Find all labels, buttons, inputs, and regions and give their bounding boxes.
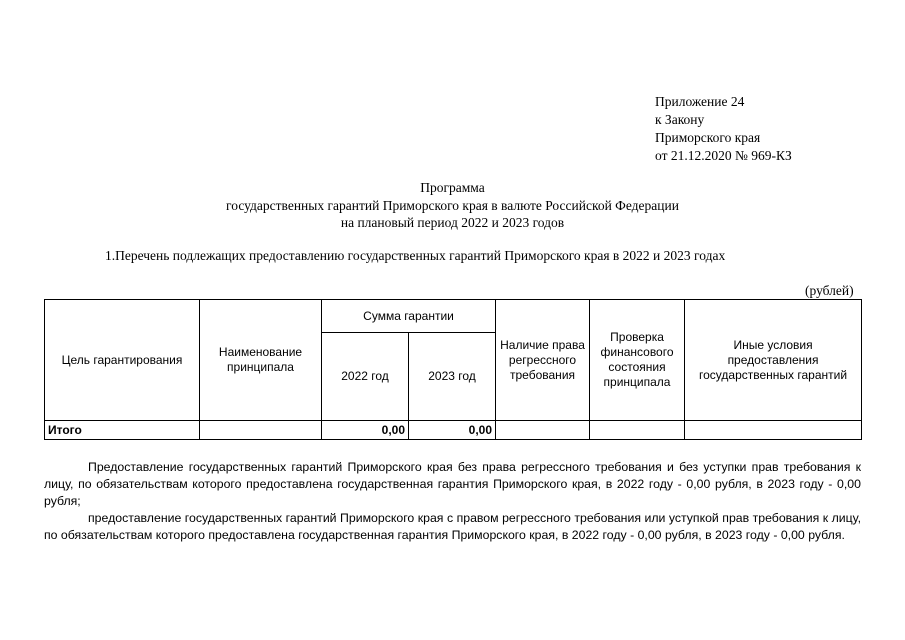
header-principal: Наименование принципала [200,300,322,421]
paragraph-with-recourse: предоставление государственных гарантий Приморского края с правом регрессного требования или уступкой прав требования к лицу, по обязательствам которого предоставлена государственная гарантия Приморского края, в 2022 году - 0,00 рубля, в 2023 году - 0,00 рубля. [44,511,861,542]
total-sum-2023: 0,00 [409,421,496,440]
header-sum-group: Сумма гарантии [322,300,496,333]
title-line-3: на плановый период 2022 и 2023 годов [340,215,565,230]
header-purpose: Цель гарантирования [45,300,200,421]
header-recourse: Наличие права регрессного требования [496,300,590,421]
section-heading: 1.Перечень подлежащих предоставлению государственных гарантий Приморского края в 2022 и 2023 годах [105,248,726,263]
guarantees-table [44,299,862,440]
total-sum-2022: 0,00 [322,421,409,440]
total-recourse-cell [496,421,590,440]
total-principal-cell [200,421,322,440]
appendix-line-2: к Закону [655,112,705,127]
header-row-1 [45,300,862,333]
total-other-conditions-cell [685,421,862,440]
total-row [45,421,862,440]
units-label: (рублей) [805,283,854,298]
document-title [0,179,905,232]
total-label: Итого [45,421,200,440]
appendix-line-3: Приморского края [655,130,761,145]
paragraph-without-recourse: Предоставление государственных гарантий Приморского края без права регрессного требования и без уступки прав требования к лицу, по обязательствам которого предоставлена государственная гарантия Приморского края, в 2022 году - 0,00 рубля, в 2023 году - 0,00 рубля; [44,460,861,508]
appendix-block [655,93,792,165]
body-text [44,459,861,544]
header-year-2023: 2023 год [409,333,496,421]
header-year-2022: 2022 год [322,333,409,421]
title-line-1: Программа [420,180,485,195]
title-line-2: государственных гарантий Приморского края в валюте Российской Федерации [226,197,679,213]
header-other-conditions: Иные условия предоставления государственных гарантий [685,300,862,421]
total-financial-check-cell [590,421,685,440]
appendix-line-4: от 21.12.2020 № 969-КЗ [655,148,792,163]
header-financial-check: Проверка финансового состояния принципала [590,300,685,421]
appendix-line-1: Приложение 24 [655,94,745,109]
